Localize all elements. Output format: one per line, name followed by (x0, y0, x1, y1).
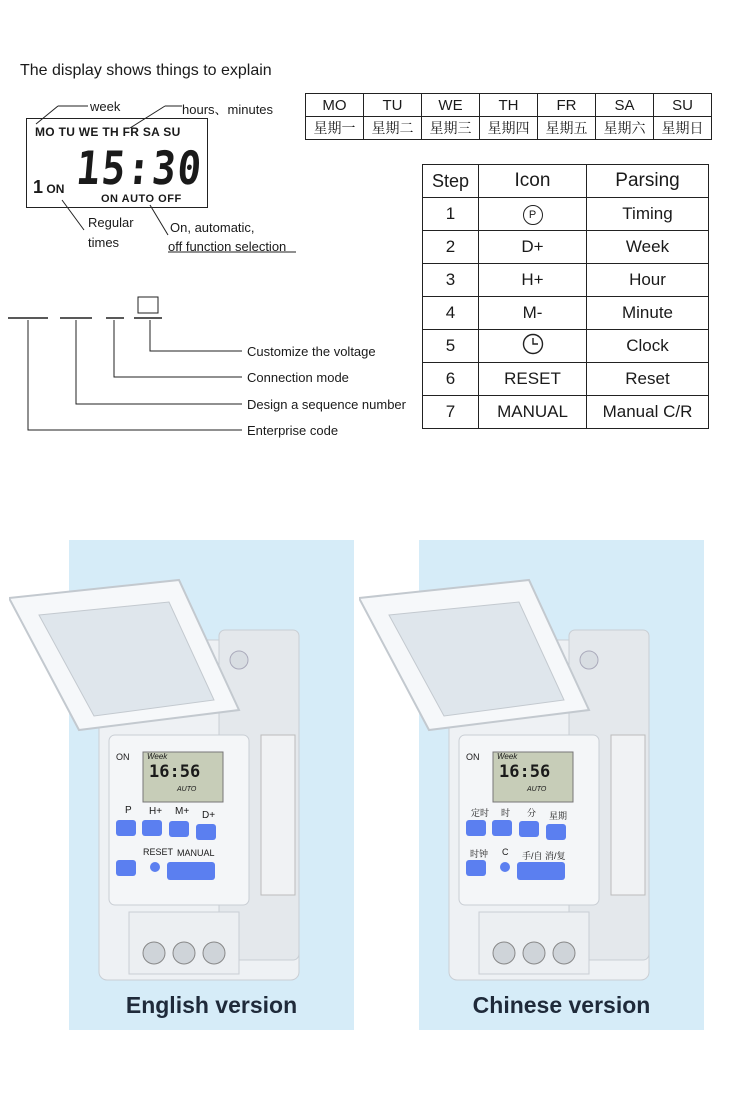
clock-button[interactable] (116, 860, 136, 876)
device-lcd-auto: AUTO (527, 786, 547, 793)
week-en-cell: TH (480, 94, 538, 117)
step-number: 4 (423, 297, 479, 330)
step-icon: H+ (479, 264, 587, 297)
step-icon: MANUAL (479, 396, 587, 429)
device-btn-label-h: H+ (149, 806, 163, 817)
table-row (423, 264, 709, 297)
table-row (423, 198, 709, 231)
step-number: 7 (423, 396, 479, 429)
device-lcd-week: Week (147, 752, 168, 761)
device-btn-label-d: D+ (202, 810, 216, 821)
device-btn-label-minute: 分 (527, 808, 537, 818)
device-manual-label: 手/自 消/复 (522, 851, 566, 861)
step-number: 3 (423, 264, 479, 297)
label-on-auto: On, automatic, (170, 220, 255, 235)
device-lcd-time: 16:56 (149, 762, 201, 782)
device-reset-label: RESET (143, 847, 174, 857)
step-icon: D+ (479, 231, 587, 264)
timing-button[interactable] (116, 820, 136, 836)
label-week: week (90, 99, 121, 114)
week-en-cell: WE (422, 94, 480, 117)
device-lcd-auto: AUTO (177, 786, 197, 793)
chinese-version-caption: Chinese version (472, 992, 651, 1018)
device-lcd-time: 16:56 (499, 762, 551, 782)
device-clock-label: 时钟 (470, 849, 489, 859)
lcd-program-number: 1 (33, 177, 44, 197)
device-reset-label: C (502, 847, 509, 857)
chinese-product-panel (419, 540, 704, 1030)
steps-table (422, 164, 709, 429)
english-product-panel (69, 540, 354, 1030)
step-number: 1 (423, 198, 479, 231)
step-icon: RESET (479, 363, 587, 396)
step-parsing: Reset (587, 363, 709, 396)
header-step: Step (423, 165, 479, 198)
reset-button[interactable] (500, 862, 510, 872)
clock-icon (522, 333, 544, 355)
week-row-en (306, 94, 712, 117)
diagram-heading: The display shows things to explain (20, 62, 272, 79)
english-version-caption: English version (125, 992, 298, 1018)
week-cn-cell: 星期六 (596, 117, 654, 140)
lcd-modes: ON AUTO OFF (101, 193, 182, 205)
step-number: 6 (423, 363, 479, 396)
step-number: 2 (423, 231, 479, 264)
device-manual-label: MANUAL (177, 848, 215, 858)
step-parsing: Timing (587, 198, 709, 231)
lcd-time: 15:30 (74, 141, 206, 195)
label-times: times (88, 235, 120, 250)
week-en-cell: SA (596, 94, 654, 117)
table-row (423, 297, 709, 330)
hour-button[interactable] (142, 820, 162, 836)
week-table (305, 93, 712, 140)
steps-header-row (423, 165, 709, 198)
device-lcd-week: Week (497, 752, 518, 761)
reset-button[interactable] (150, 862, 160, 872)
table-row (423, 363, 709, 396)
step-parsing: Minute (587, 297, 709, 330)
timing-button[interactable] (466, 820, 486, 836)
device-btn-label-p: P (125, 805, 132, 816)
week-en-cell: MO (306, 94, 364, 117)
device-btn-label-hour: 时 (501, 808, 511, 818)
week-cn-cell: 星期一 (306, 117, 364, 140)
lcd-on-text: ON (46, 182, 65, 196)
step-parsing: Manual C/R (587, 396, 709, 429)
device-btn-label-week: 星期 (549, 811, 568, 821)
device-on-label: ON (116, 752, 130, 762)
day-button[interactable] (196, 824, 216, 840)
minute-button[interactable] (169, 821, 189, 837)
week-cn-cell: 星期三 (422, 117, 480, 140)
code-label-connection: Connection mode (247, 370, 349, 385)
step-number: 5 (423, 330, 479, 363)
week-cn-cell: 星期四 (480, 117, 538, 140)
code-label-voltage: Customize the voltage (247, 344, 376, 359)
week-row-cn (306, 117, 712, 140)
week-en-cell: TU (364, 94, 422, 117)
table-row (423, 396, 709, 429)
hour-button[interactable] (492, 820, 512, 836)
label-regular: Regular (88, 215, 134, 230)
header-parsing: Parsing (587, 165, 709, 198)
label-hours-minutes: hours、minutes (182, 102, 274, 117)
manual-button[interactable] (517, 862, 565, 880)
timing-p-icon: P (479, 198, 587, 231)
header-icon: Icon (479, 165, 587, 198)
code-label-sequence: Design a sequence number (247, 397, 406, 412)
week-cn-cell: 星期日 (654, 117, 712, 140)
table-row (423, 231, 709, 264)
table-row (423, 330, 709, 363)
week-cn-cell: 星期五 (538, 117, 596, 140)
week-en-cell: FR (538, 94, 596, 117)
step-parsing: Clock (587, 330, 709, 363)
step-parsing: Week (587, 231, 709, 264)
device-on-label: ON (466, 752, 480, 762)
lcd-days: MO TU WE TH FR SA SU (35, 125, 181, 139)
step-parsing: Hour (587, 264, 709, 297)
device-btn-label-timing: 定时 (471, 808, 490, 818)
week-cn-cell: 星期二 (364, 117, 422, 140)
minute-button[interactable] (519, 821, 539, 837)
label-off-selection: off function selection (168, 239, 287, 254)
step-icon: M- (479, 297, 587, 330)
week-button[interactable] (546, 824, 566, 840)
week-en-cell: SU (654, 94, 712, 117)
code-label-enterprise: Enterprise code (247, 423, 339, 438)
manual-button[interactable] (167, 862, 215, 880)
clock-button[interactable] (466, 860, 486, 876)
device-btn-label-m: M+ (175, 806, 190, 817)
